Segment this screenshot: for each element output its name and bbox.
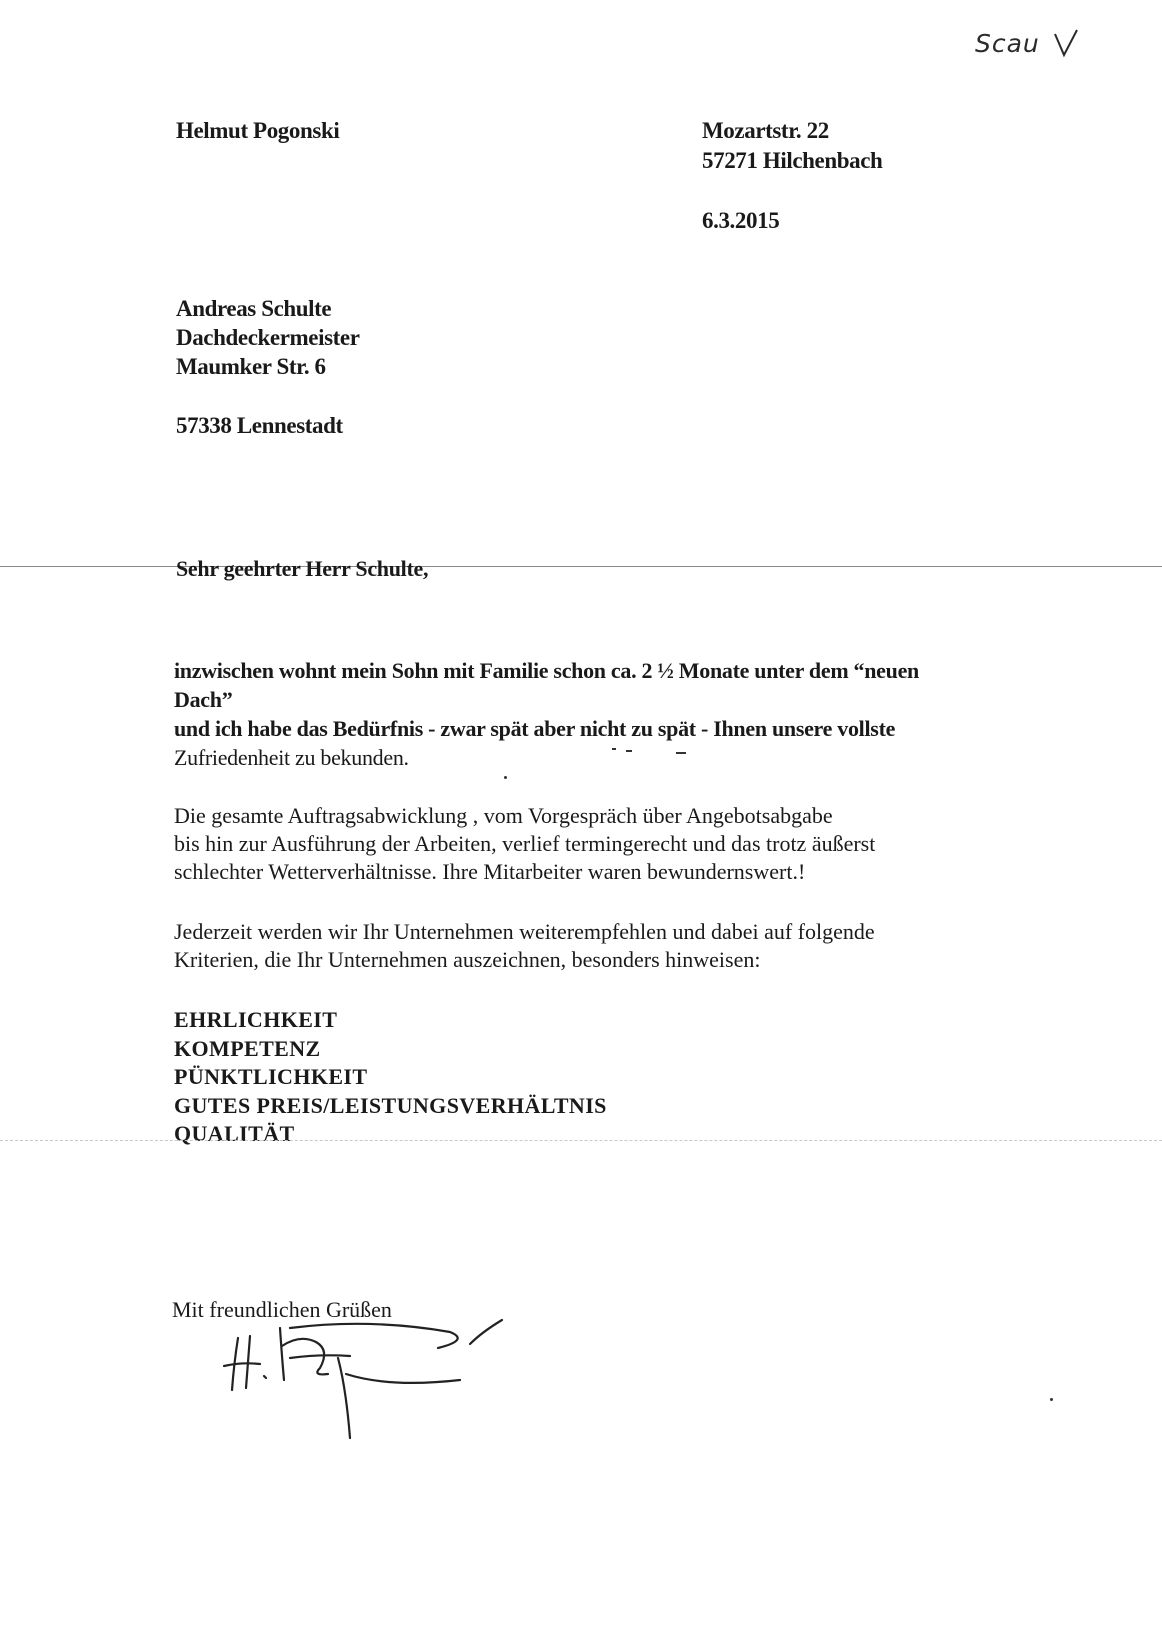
sender-name: Helmut Pogonski xyxy=(176,118,340,143)
paragraph-2 xyxy=(174,802,875,886)
speck xyxy=(504,776,507,779)
salutation: Sehr geehrter Herr Schulte, xyxy=(176,556,429,581)
sender-street: Mozartstr. 22 xyxy=(702,118,829,143)
paragraph-3-line: Kriterien, die Ihr Unternehmen auszeichnen, besonders hinweisen: xyxy=(174,947,761,972)
paragraph-2-line: schlechter Wetterverhältnisse. Ihre Mitarbeiter waren bewundernswert.! xyxy=(174,859,806,884)
checkmark-icon xyxy=(1053,28,1079,58)
speck xyxy=(1050,1398,1053,1401)
paragraph-2-line: Die gesamte Auftragsabwicklung , vom Vorgespräch über Angebotsabgabe xyxy=(174,803,833,828)
speck xyxy=(676,752,686,754)
recipient-street: Maumker Str. 6 xyxy=(176,354,326,379)
criteria-item: GUTES PREIS/LEISTUNGSVERHÄLTNIS xyxy=(174,1092,607,1118)
recipient-city: 57338 Lennestadt xyxy=(176,413,343,438)
paragraph-3-line: Jederzeit werden wir Ihr Unternehmen weiterempfehlen und dabei auf folgende xyxy=(174,919,875,944)
paragraph-1-line: Zufriedenheit zu bekunden. xyxy=(174,745,409,770)
criteria-item: QUALITÄT xyxy=(174,1121,295,1146)
recipient-name: Andreas Schulte xyxy=(176,296,332,321)
sender-city: 57271 Hilchenbach xyxy=(702,148,883,173)
letter-date: 6.3.2015 xyxy=(702,208,780,233)
fold-line-lower xyxy=(0,1140,1162,1141)
signature xyxy=(220,1318,520,1448)
margin-note xyxy=(975,28,1079,58)
speck xyxy=(612,748,616,750)
margin-note-text: Scau xyxy=(975,29,1040,58)
fold-line xyxy=(0,566,1162,567)
paragraph-3 xyxy=(174,918,875,974)
criteria-item: EHRLICHKEIT xyxy=(174,1007,338,1032)
paragraph-1 xyxy=(174,656,919,772)
speck xyxy=(626,750,632,752)
criteria-item: PÜNKTLICHKEIT xyxy=(174,1064,368,1089)
paragraph-1-line: inzwischen wohnt mein Sohn mit Familie schon ca. 2 ½ Monate unter dem “neuen xyxy=(174,658,919,683)
paragraph-1-line: und ich habe das Bedürfnis - zwar spät aber nicht zu spät - Ihnen unsere vollste xyxy=(174,716,896,741)
closing: Mit freundlichen Grüßen xyxy=(172,1297,392,1322)
criteria-item: KOMPETENZ xyxy=(174,1035,321,1061)
recipient-title: Dachdeckermeister xyxy=(176,325,360,350)
paragraph-1-line: Dach” xyxy=(174,687,233,712)
criteria-list xyxy=(174,1006,607,1149)
paragraph-2-line: bis hin zur Ausführung der Arbeiten, verlief termingerecht und das trotz äußerst xyxy=(174,831,876,856)
